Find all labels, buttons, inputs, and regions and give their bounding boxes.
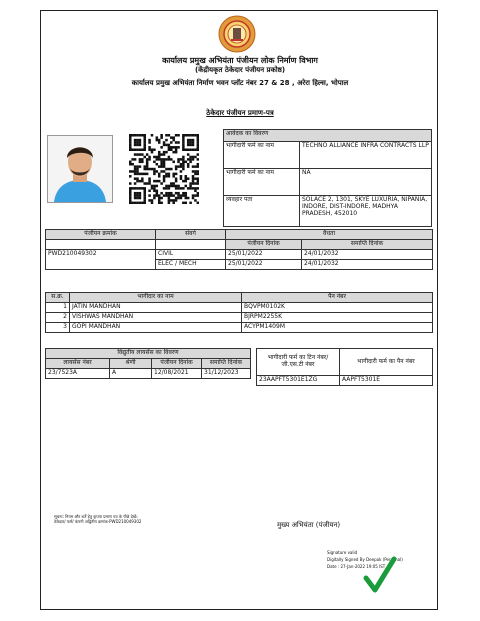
office-subtitle: (केंद्रीयकृत ठेकेदार पंजीयन प्रकोष्ठ)	[194, 66, 286, 74]
license-expiry: 31/12/2023	[202, 368, 251, 378]
partner-pan: BJRPM2255K	[242, 312, 433, 322]
partner-name: JATIN MANDHAN	[70, 302, 242, 312]
state-emblem-icon	[218, 15, 256, 53]
expiry-date-header: समाप्ति दिनांक	[302, 239, 433, 249]
signature-signer-text: Digitally Signed By Deepak (Personal)	[327, 556, 403, 562]
license-grade: A	[110, 368, 152, 378]
expiry-date-cell: 24/01/2032	[302, 249, 433, 259]
license-no: 23/7523A	[46, 368, 110, 378]
expiry-date-cell: 24/01/2032	[302, 259, 433, 269]
partners-table	[45, 292, 433, 333]
applicant-section-title: आवेदक का विवरण	[224, 130, 432, 142]
applicant-value: SOLACE 2, 1301, SKYE LUXURIA, NIPANIA, INDORE, DIST-INDORE, MADHYA PRADESH, 452010	[300, 196, 432, 227]
partner-name: VISHWAS MANDHAN	[70, 312, 242, 322]
license-reg-date: 12/08/2021	[152, 368, 202, 378]
applicant-label: व्यवहार पता	[224, 196, 300, 227]
qr-code	[129, 134, 199, 204]
office-title: कार्यालय प्रमुख अभियंता पंजीयन लोक निर्माण विभाग	[162, 56, 318, 65]
partner-name: GOPI MANDHAN	[70, 322, 242, 332]
applicant-value: TECHNO ALLIANCE INFRA CONTRACTS LLP	[300, 142, 432, 169]
reg-date-cell: 25/01/2022	[226, 259, 302, 269]
partner-sno: 2	[46, 312, 70, 322]
partner-name-header: भागीदार का नाम	[70, 293, 242, 303]
office-address: कार्यालय प्रमुख अभियंता निर्माण भवन प्लॉट नंबर 27 & 28 , अरेरा हिल्स, भोपाल	[131, 79, 349, 88]
category-cell: CIVIL	[156, 249, 226, 259]
applicant-label: भागीदारी फर्म का नाम	[224, 142, 300, 169]
gst-value: 23AAPFT5301E1ZG	[257, 376, 340, 386]
sno-header: स.क्र.	[46, 293, 70, 303]
applicant-value: NA	[300, 169, 432, 196]
applicant-table	[223, 129, 432, 227]
registration-table	[45, 229, 433, 270]
category-cell: ELEC / MECH	[156, 259, 226, 269]
firm-ids-table	[256, 348, 433, 386]
validity-header: वैधता	[226, 230, 433, 240]
license-title: विद्युतीय लायसेंस का विवरण	[46, 349, 251, 359]
unique-number-note: ठेकेदार/ फर्म/ कंपनी अद्वितीय क्रमांक-PWD210049302	[54, 518, 142, 524]
document-title: ठेकेदार पंजीयन प्रमाण-पत्र	[206, 109, 274, 118]
signature-date-text: Date : 27-Jan-2022 19:05 IST	[327, 563, 386, 569]
partner-pan: BQVPM0102K	[242, 302, 433, 312]
license-grade-header: श्रेणी	[110, 358, 152, 368]
partner-pan-header: पैन नंबर	[242, 293, 433, 303]
certificate-page	[40, 10, 438, 610]
reg-date-header: पंजीयन दिनांक	[226, 239, 302, 249]
signature-valid-text: Signature valid	[327, 550, 358, 555]
firm-pan-header: भागीदारी फर्म का पैन नंबर	[340, 349, 433, 376]
terms-note: सूचना: नियम और शर्तें हेतु कृपया प्रमाण पत्र के पीछे देखें।	[54, 514, 138, 519]
license-table	[45, 348, 251, 379]
partner-sno: 1	[46, 302, 70, 312]
gst-header: भागीदारी फर्म का टिन नंबर/जी.एस.टी नंबर	[257, 349, 340, 376]
partner-pan: ACYPM1409M	[242, 322, 433, 332]
applicant-photo	[47, 135, 113, 203]
reg-no-value: PWD210049302	[46, 249, 156, 269]
license-expiry-header: समाप्ति दिनांक	[202, 358, 251, 368]
category-header: संवर्ग	[156, 230, 226, 240]
signatory-title: मुख्य अभियंता (पंजीयन)	[277, 521, 341, 529]
reg-date-cell: 25/01/2022	[226, 249, 302, 259]
applicant-label: भागीदारी फर्म का नाम	[224, 169, 300, 196]
license-reg-date-header: पंजीयन दिनांक	[152, 358, 202, 368]
partner-sno: 3	[46, 322, 70, 332]
license-no-header: लायसेंस नंबर	[46, 358, 110, 368]
reg-no-header: पंजीयन क्रमांक	[46, 230, 156, 240]
firm-pan-value: AAPFT5301E	[340, 376, 433, 386]
check-mark-icon	[363, 556, 397, 594]
